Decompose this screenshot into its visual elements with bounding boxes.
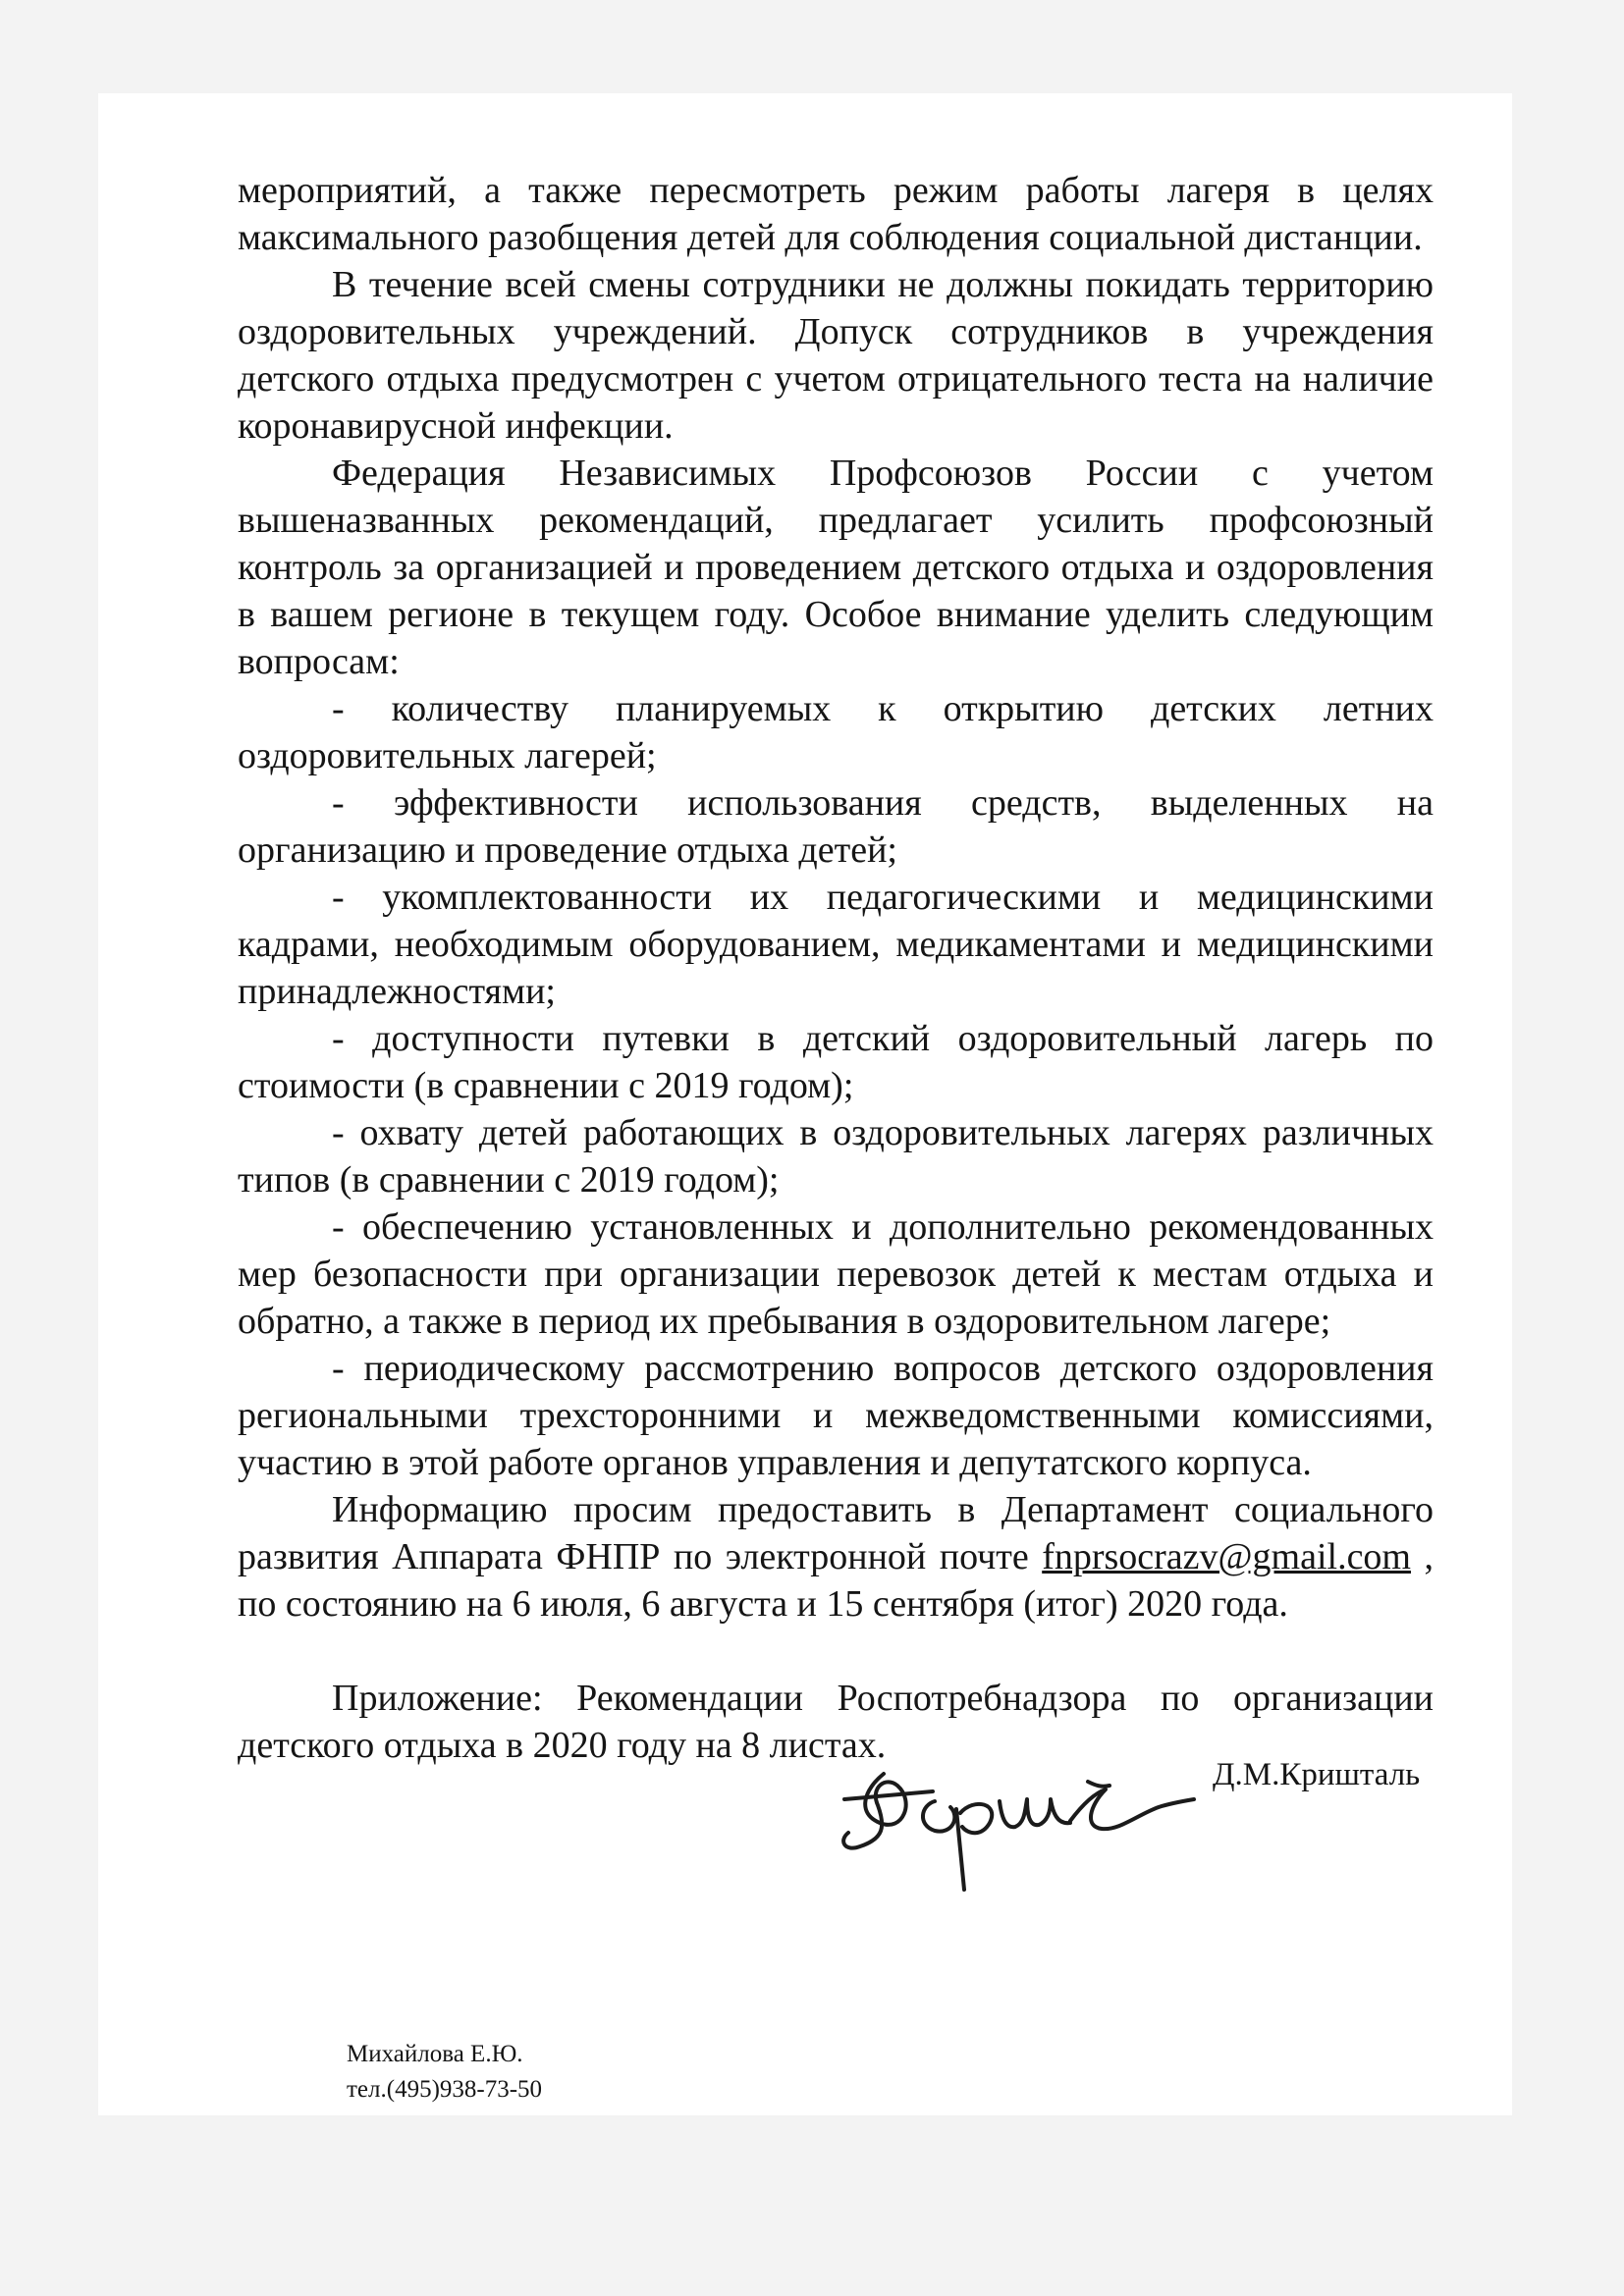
list-item — [238, 779, 1434, 874]
text-segment: - количеству планируемых к открытию детских летних оздоровительных лагерей; — [238, 688, 1434, 776]
text-segment: Федерация Независимых Профсоюзов России с учетом вышеназванных рекомендаций, предлагает усилить профсоюзный контроль за организацией и проведением детского отдыха и оздоровления в вашем регионе в текущем году. Особое внимание уделить следующим вопросам: — [238, 453, 1434, 682]
paragraph — [238, 1486, 1434, 1628]
executor-name: Михайлова Е.Ю. — [347, 2041, 523, 2067]
text-segment: - охвату детей работающих в оздоровительных лагерях различных типов (в сравнении с 2019 годом); — [238, 1112, 1434, 1201]
email-link[interactable]: fnprsocrazv@gmail.com — [1042, 1536, 1411, 1577]
attachment-note: Приложение: Рекомендации Роспотребнадзора по организации детского отдыха в 2020 году на 8 листах. — [238, 1678, 1434, 1766]
list-item — [238, 1345, 1434, 1486]
text-segment: Информацию просим предоставить в Департамент социального развития Аппарата ФНПР по электронной почте — [238, 1489, 1434, 1577]
executor-block — [347, 2037, 542, 2108]
list-item — [238, 874, 1434, 1015]
executor-phone: тел.(495)938-73-50 — [347, 2076, 543, 2103]
signer-name: Д.М.Кришталь — [1213, 1757, 1421, 1792]
text-segment: - укомплектованности их педагогическими и медицинскими кадрами, необходимым оборудованием, медикаментами и медицинскими принадлежностями; — [238, 877, 1434, 1012]
signature-block — [825, 1703, 1512, 1899]
list-item — [238, 1109, 1434, 1203]
text-segment: - периодическому рассмотрению вопросов детского оздоровления региональными трехсторонними и межведомственными комиссиями, участию в этой работе органов управления и депутатского корпуса. — [238, 1348, 1434, 1483]
letter-page — [98, 93, 1512, 2115]
paragraph — [238, 261, 1434, 450]
text-segment: - эффективности использования средств, выделенных на организацию и проведение отдыха детей; — [238, 782, 1434, 871]
paragraph — [238, 167, 1434, 261]
text-segment: , по состоянию на 6 июля, 6 августа и 15 сентября (итог) 2020 года. — [238, 1536, 1434, 1625]
list-item — [238, 1015, 1434, 1109]
list-item — [238, 1203, 1434, 1345]
text-segment: - доступности путевки в детский оздоровительный лагерь по стоимости (в сравнении с 2019 годом); — [238, 1018, 1434, 1106]
text-segment: мероприятий, а также пересмотреть режим работы лагеря в целях максимального разобщения детей для соблюдения социальной дистанции. — [238, 170, 1434, 258]
text-segment: В течение всей смены сотрудники не должны покидать территорию оздоровительных учреждений. Допуск сотрудников в учреждения детского отдыха предусмотрен с учетом отрицательного теста на наличие коронавирусной инфекции. — [238, 264, 1434, 447]
paragraph — [238, 450, 1434, 685]
handwritten-signature — [825, 1703, 1198, 1899]
text-segment: - обеспечению установленных и дополнительно рекомендованных мер безопасности при организации перевозок детей к местам отдыха и обратно, а также в период их пребывания в оздоровительном лагере; — [238, 1206, 1434, 1342]
letter-body — [238, 167, 1434, 1769]
list-item — [238, 685, 1434, 779]
